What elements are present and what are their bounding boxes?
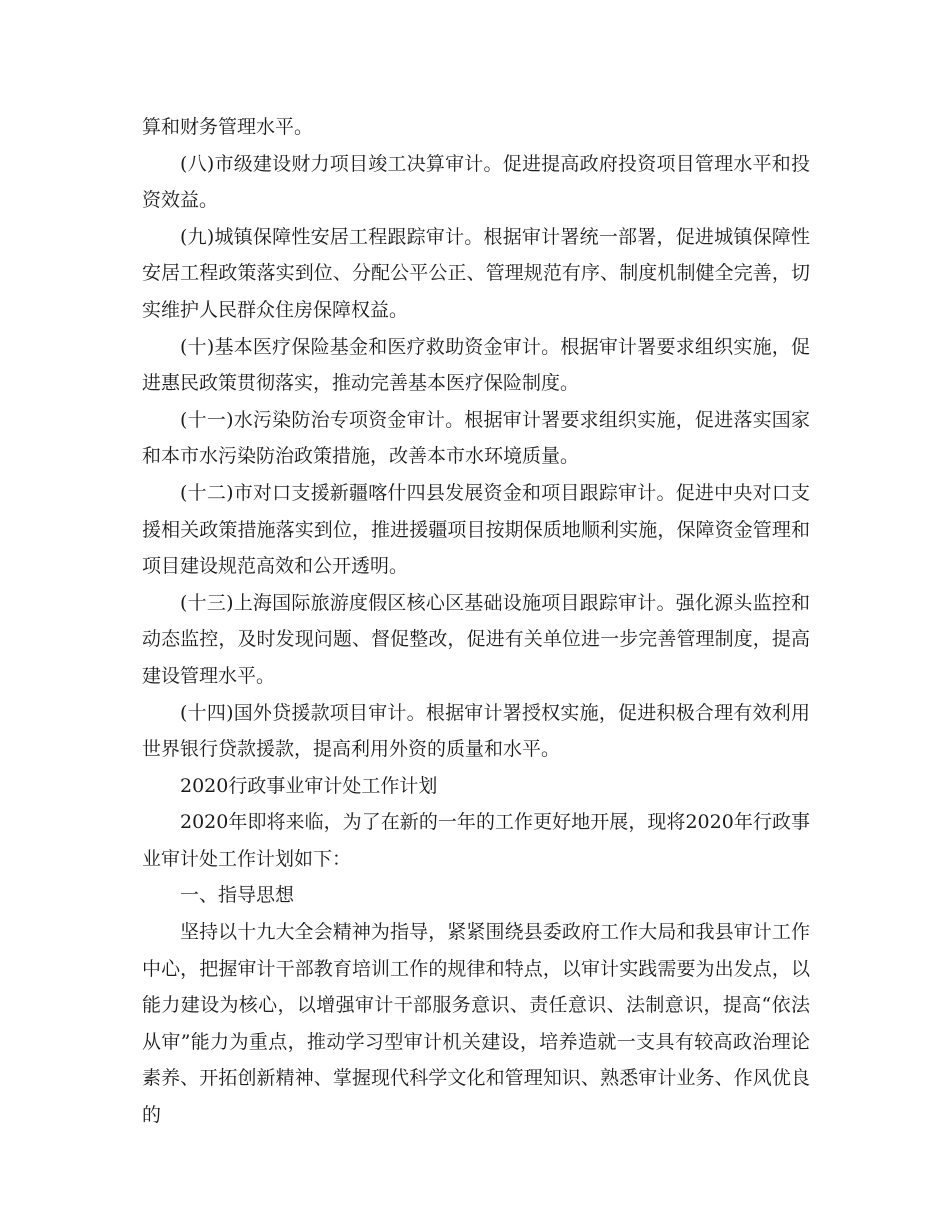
document-body <box>142 109 810 1134</box>
paragraph-item-9: (九)城镇保障性安居工程跟踪审计。根据审计署统一部署，促进城镇保障性安居工程政策落实到位、分配公平公正、管理规范有序、制度机制健全完善，切实维护人民群众住房保障权益。 <box>142 225 810 321</box>
section-title: 2020行政事业审计处工作计划 <box>180 774 438 797</box>
paragraph-item-11: (十一)水污染防治专项资金审计。根据审计署要求组织实施，促进落实国家和本市水污染防治政策措施，改善本市水环境质量。 <box>142 408 810 468</box>
paragraph-item-13: (十三)上海国际旅游度假区核心区基础设施项目跟踪审计。强化源头监控和动态监控，及时发现问题、督促整改，促进有关单位进一步完善管理制度，提高建设管理水平。 <box>142 591 810 687</box>
paragraph-item-12: (十二)市对口支援新疆喀什四县发展资金和项目跟踪审计。促进中央对口支援相关政策措施落实到位，推进援疆项目按期保质地顺利实施，保障资金管理和项目建设规范高效和公开透明。 <box>142 481 810 578</box>
paragraph-item-10: (十)基本医疗保险基金和医疗救助资金审计。根据审计署要求组织实施，促进惠民政策贯彻落实，推动完善基本医疗保险制度。 <box>142 335 810 395</box>
paragraph-continuation: 算和财务管理水平。 <box>142 116 314 138</box>
heading-guiding-ideology: 一、指导思想 <box>180 884 295 907</box>
paragraph-item-14: (十四)国外贷援款项目审计。根据审计署授权实施，促进积极合理有效利用世界银行贷款援款，提高利用外资的质量和水平。 <box>142 701 810 761</box>
paragraph-item-8: (八)市级建设财力项目竣工决算审计。促进提高政府投资项目管理水平和投资效益。 <box>142 152 810 212</box>
intro-paragraph: 2020年即将来临，为了在新的一年的工作更好地开展，现将2020年行政事业审计处工作计划如下： <box>142 811 810 870</box>
guiding-ideology-paragraph: 坚持以十九大全会精神为指导，紧紧围绕县委政府工作大局和我县审计工作中心，把握审计干部教育培训工作的规律和特点，以审计实践需要为出发点，以能力建设为核心，以增强审计干部服务意识、责任意识、法制意识，提高“依法从审”能力为重点，推动学习型审计机关建设，培养造就一支具有较高政治理论素养、开拓创新精神、掌握现代科学文化和管理知识、熟悉审计业务、作风优良的 <box>142 921 810 1127</box>
